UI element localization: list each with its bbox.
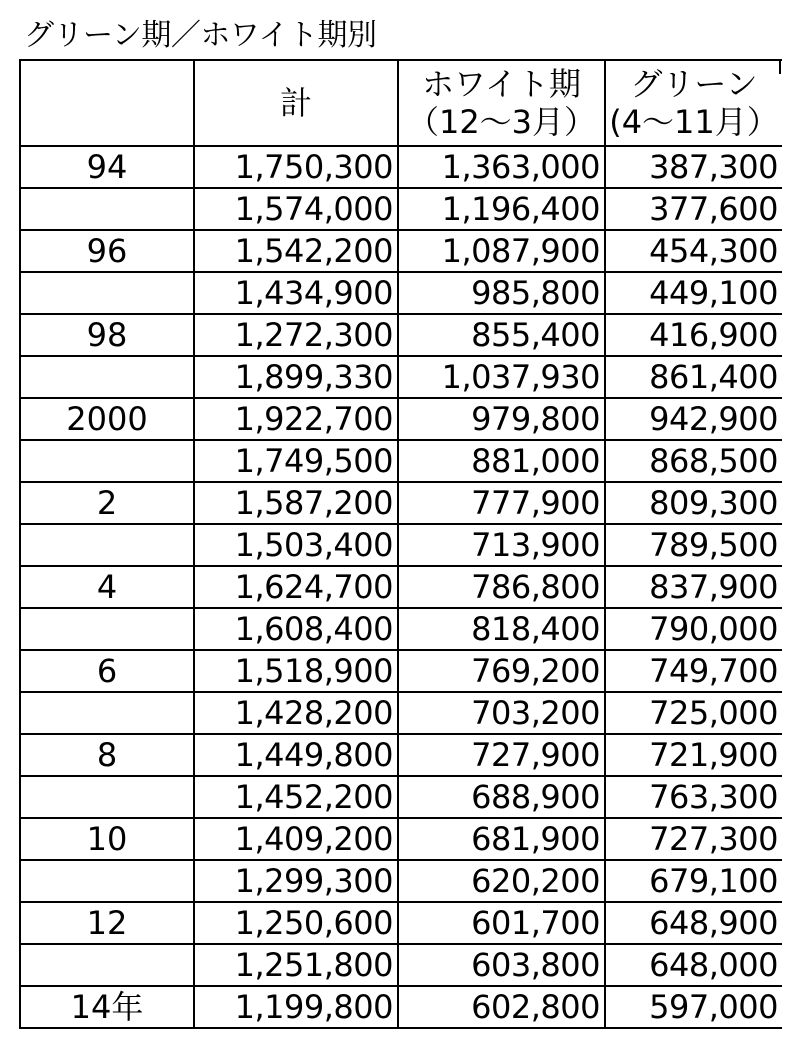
white-period-cell: 620,200 (398, 860, 605, 902)
white-period-cell: 681,900 (398, 818, 605, 860)
year-cell: 12 (20, 902, 194, 944)
table-row (20, 902, 782, 944)
white-period-cell: 727,900 (398, 734, 605, 776)
total-cell: 1,574,000 (194, 188, 398, 230)
white-period-cell: 1,196,400 (398, 188, 605, 230)
total-cell: 1,428,200 (194, 692, 398, 734)
table-row (20, 986, 782, 1028)
green-period-cell: 749,700 (605, 650, 782, 692)
table-row (20, 944, 782, 986)
table-row (20, 482, 782, 524)
total-cell: 1,503,400 (194, 524, 398, 566)
header-white-period (398, 60, 605, 146)
table-row (20, 608, 782, 650)
green-period-cell: 725,000 (605, 692, 782, 734)
white-period-cell: 688,900 (398, 776, 605, 818)
green-period-cell: 721,900 (605, 734, 782, 776)
header-green-months: (4～11月） (609, 103, 779, 141)
year-cell: 14年 (20, 986, 194, 1028)
table-row (20, 650, 782, 692)
header-total: 計 (194, 60, 398, 146)
total-cell: 1,899,330 (194, 356, 398, 398)
total-cell: 1,624,700 (194, 566, 398, 608)
year-cell (20, 524, 194, 566)
green-period-cell: 942,900 (605, 398, 782, 440)
year-cell: 4 (20, 566, 194, 608)
white-period-cell: 769,200 (398, 650, 605, 692)
year-cell (20, 608, 194, 650)
total-cell: 1,434,900 (194, 272, 398, 314)
white-period-cell: 1,037,930 (398, 356, 605, 398)
white-period-cell: 703,200 (398, 692, 605, 734)
total-cell: 1,750,300 (194, 146, 398, 188)
total-cell: 1,587,200 (194, 482, 398, 524)
table-row (20, 734, 782, 776)
table-row (20, 146, 782, 188)
green-period-cell: 868,500 (605, 440, 782, 482)
year-cell (20, 692, 194, 734)
table-row (20, 860, 782, 902)
table-row (20, 440, 782, 482)
green-period-cell: 416,900 (605, 314, 782, 356)
year-cell (20, 272, 194, 314)
year-cell (20, 860, 194, 902)
white-period-cell: 1,363,000 (398, 146, 605, 188)
page-title: グリーン期／ホワイト期別 (24, 18, 377, 53)
year-cell (20, 440, 194, 482)
green-period-cell: 837,900 (605, 566, 782, 608)
green-period-cell: 597,000 (605, 986, 782, 1028)
white-period-cell: 818,400 (398, 608, 605, 650)
total-cell: 1,449,800 (194, 734, 398, 776)
green-period-cell: 861,400 (605, 356, 782, 398)
table-row (20, 314, 782, 356)
white-period-cell: 786,800 (398, 566, 605, 608)
green-period-cell: 789,500 (605, 524, 782, 566)
header-green-title: グリーン (630, 65, 758, 103)
table-right-rule (779, 59, 781, 74)
green-period-cell: 449,100 (605, 272, 782, 314)
table-row (20, 776, 782, 818)
green-period-cell: 648,900 (605, 902, 782, 944)
header-year (20, 60, 194, 146)
green-period-cell: 454,300 (605, 230, 782, 272)
year-cell (20, 356, 194, 398)
white-period-cell: 601,700 (398, 902, 605, 944)
white-period-cell: 603,800 (398, 944, 605, 986)
white-period-cell: 1,087,900 (398, 230, 605, 272)
table-row (20, 188, 782, 230)
total-cell: 1,199,800 (194, 986, 398, 1028)
green-period-cell: 727,300 (605, 818, 782, 860)
year-cell: 98 (20, 314, 194, 356)
year-cell: 6 (20, 650, 194, 692)
year-cell (20, 944, 194, 986)
white-period-cell: 855,400 (398, 314, 605, 356)
white-period-cell: 985,800 (398, 272, 605, 314)
white-period-cell: 713,900 (398, 524, 605, 566)
total-cell: 1,749,500 (194, 440, 398, 482)
header-white-months: （12～3月） (406, 103, 597, 141)
year-cell (20, 188, 194, 230)
table-row (20, 230, 782, 272)
total-cell: 1,518,900 (194, 650, 398, 692)
data-table (19, 59, 782, 1029)
table-row (20, 566, 782, 608)
white-period-cell: 777,900 (398, 482, 605, 524)
total-cell: 1,409,200 (194, 818, 398, 860)
total-cell: 1,272,300 (194, 314, 398, 356)
table-row (20, 272, 782, 314)
year-cell: 2000 (20, 398, 194, 440)
table-row (20, 524, 782, 566)
year-cell: 2 (20, 482, 194, 524)
white-period-cell: 602,800 (398, 986, 605, 1028)
table-row (20, 818, 782, 860)
year-cell: 10 (20, 818, 194, 860)
year-cell: 96 (20, 230, 194, 272)
total-cell: 1,299,300 (194, 860, 398, 902)
green-period-cell: 763,300 (605, 776, 782, 818)
green-period-cell: 377,600 (605, 188, 782, 230)
table-row (20, 692, 782, 734)
table-body (20, 146, 782, 1028)
header-green-period (605, 60, 782, 146)
total-cell: 1,452,200 (194, 776, 398, 818)
white-period-cell: 881,000 (398, 440, 605, 482)
total-cell: 1,608,400 (194, 608, 398, 650)
white-period-cell: 979,800 (398, 398, 605, 440)
header-white-title: ホワイト期 (421, 65, 582, 103)
green-period-cell: 809,300 (605, 482, 782, 524)
year-cell: 94 (20, 146, 194, 188)
total-cell: 1,250,600 (194, 902, 398, 944)
green-period-cell: 387,300 (605, 146, 782, 188)
total-cell: 1,251,800 (194, 944, 398, 986)
green-period-cell: 790,000 (605, 608, 782, 650)
green-period-cell: 648,000 (605, 944, 782, 986)
header-row (20, 60, 782, 146)
table-row (20, 356, 782, 398)
total-cell: 1,542,200 (194, 230, 398, 272)
table-row (20, 398, 782, 440)
green-period-cell: 679,100 (605, 860, 782, 902)
total-cell: 1,922,700 (194, 398, 398, 440)
year-cell: 8 (20, 734, 194, 776)
year-cell (20, 776, 194, 818)
